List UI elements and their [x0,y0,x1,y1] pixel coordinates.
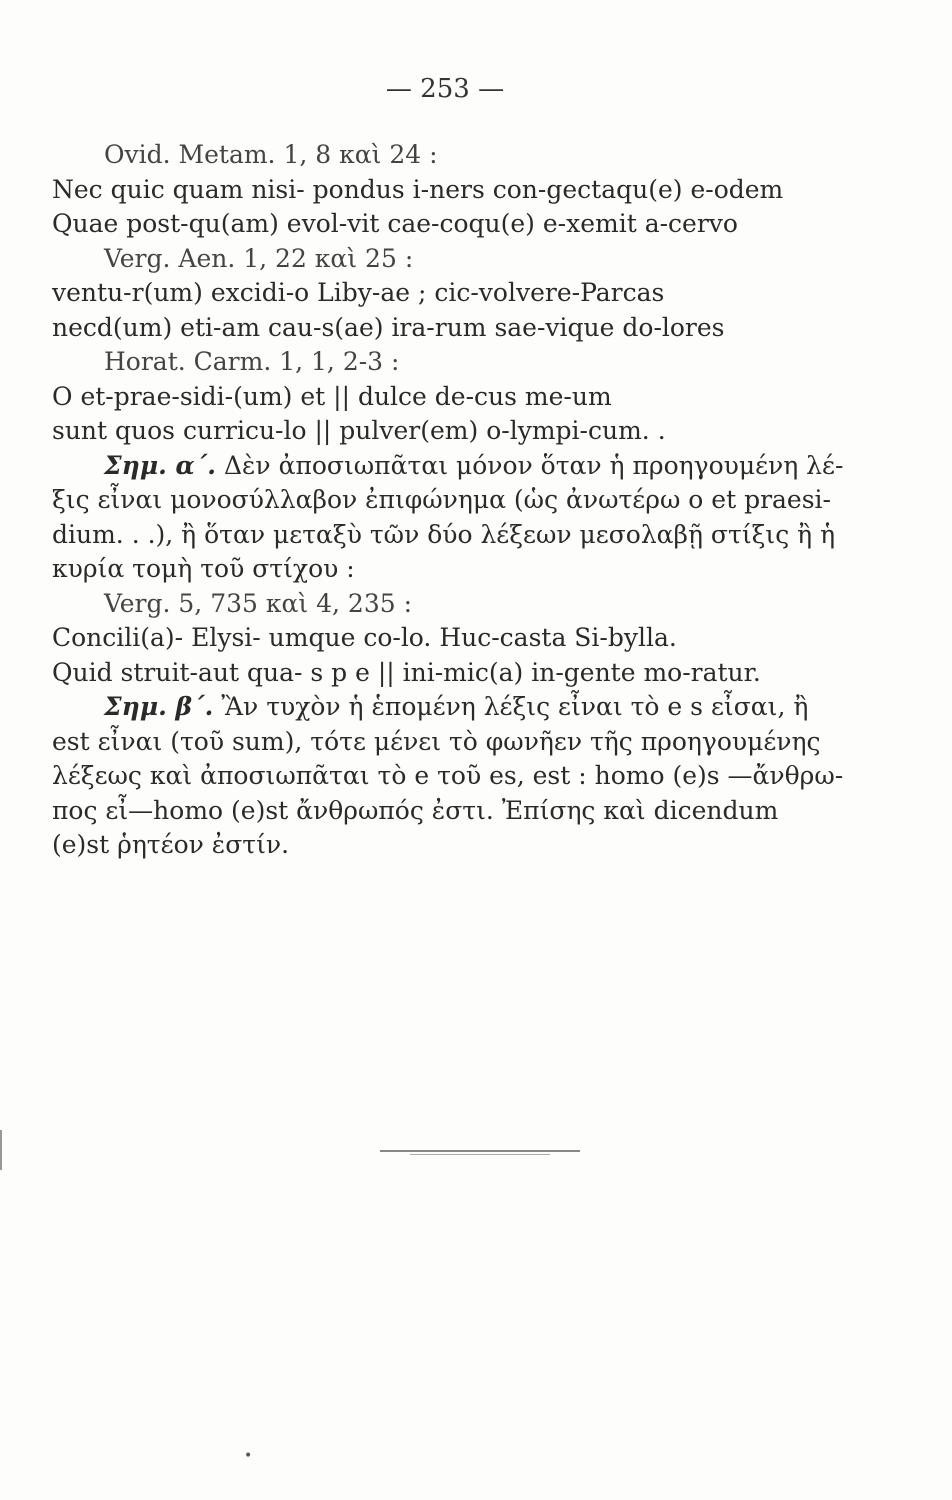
citation-line [52,138,902,173]
line-text: Ἂν τυχὸν ἡ ἑπομένη λέξις εἶναι τὸ e s εἶσαι, ἢ [221,692,809,721]
note-label: Σημ. β΄. [104,692,214,721]
page-body [52,138,902,863]
page-number: — 253 — [385,74,505,104]
line-text: est εἶναι (τοῦ sum), τότε μένει τὸ φωνῆεν τῆς προηγουμένης [52,726,821,756]
line-text: πος εἶ—homo (e)st ἄνθρωπός ἐστι. Ἐπίσης καὶ dicendum [52,795,779,825]
line-text: Verg. 5, 735 καὶ 4, 235 : [104,588,413,618]
verse-line [52,173,902,208]
note-line [52,449,902,484]
prose-line [52,794,902,829]
line-text: Concili(a)- Elysi- umque co-lo. Huc-casta Si-bylla. [52,623,677,652]
line-text: (e)st ῥητέον ἐστίν. [52,830,290,859]
line-text: sunt quos curricu-lo || pulver(em) o-lympi-cum. . [52,416,666,445]
line-text: κυρία τομὴ τοῦ στίχου : [52,554,355,583]
stray-mark: • [244,1448,253,1464]
line-text: Quid struit-aut qua- s p e || ini-mic(a) in-gente mo-ratur. [52,657,761,687]
verse-line [52,414,902,449]
line-text: Δὲν ἀποσιωπᾶται μόνον ὅταν ἡ προηγουμένη λέ- [223,450,844,480]
citation-line [52,587,902,622]
prose-line [52,759,902,794]
line-text: Horat. Carm. 1, 1, 2-3 : [104,347,400,376]
line-text: λέξεως καὶ ἀποσιωπᾶται τὸ e τοῦ es, est : homo (e)s —ἄνθρω- [52,761,844,790]
verse-line [52,207,902,242]
line-text: Nec quic quam nisi- pondus i-ners con-gectaqu(e) e-odem [52,174,784,204]
citation-line [52,345,902,380]
prose-line [52,725,902,760]
section-divider [380,1150,580,1152]
line-text: ventu-r(um) excidi-o Liby-ae ; cic-volvere-Parcas [52,278,665,307]
citation-line [52,242,902,277]
line-text: Quae post-qu(am) evol-vit cae-coqu(e) e-xemit a-cervo [52,209,738,238]
verse-line [52,656,902,691]
note-line [52,690,902,725]
line-text: necd(um) eti-am cau-s(ae) ira-rum sae-vique do-lores [52,312,725,342]
binding-margin-mark [0,1130,2,1170]
line-text: dium. . .), ἢ ὅταν μεταξὺ τῶν δύο λέξεων μεσολαβῇ στίξις ἢ ἡ [52,519,836,549]
prose-line [52,518,902,553]
note-label: Σημ. α΄. [104,450,216,480]
verse-line [52,276,902,311]
prose-line [52,552,902,587]
verse-line [52,621,902,656]
line-text: Ovid. Metam. 1, 8 καὶ 24 : [104,140,438,169]
prose-line [52,483,902,518]
line-text: Verg. Aen. 1, 22 καὶ 25 : [104,243,414,273]
verse-line [52,380,902,415]
line-text: O et-prae-sidi-(um) et || dulce de-cus me-um [52,381,612,411]
verse-line [52,311,902,346]
line-text: ξις εἶναι μονοσύλλαβον ἐπιφώνημα (ὡς ἀνωτέρω o et praesi- [52,485,832,514]
prose-line [52,828,902,863]
